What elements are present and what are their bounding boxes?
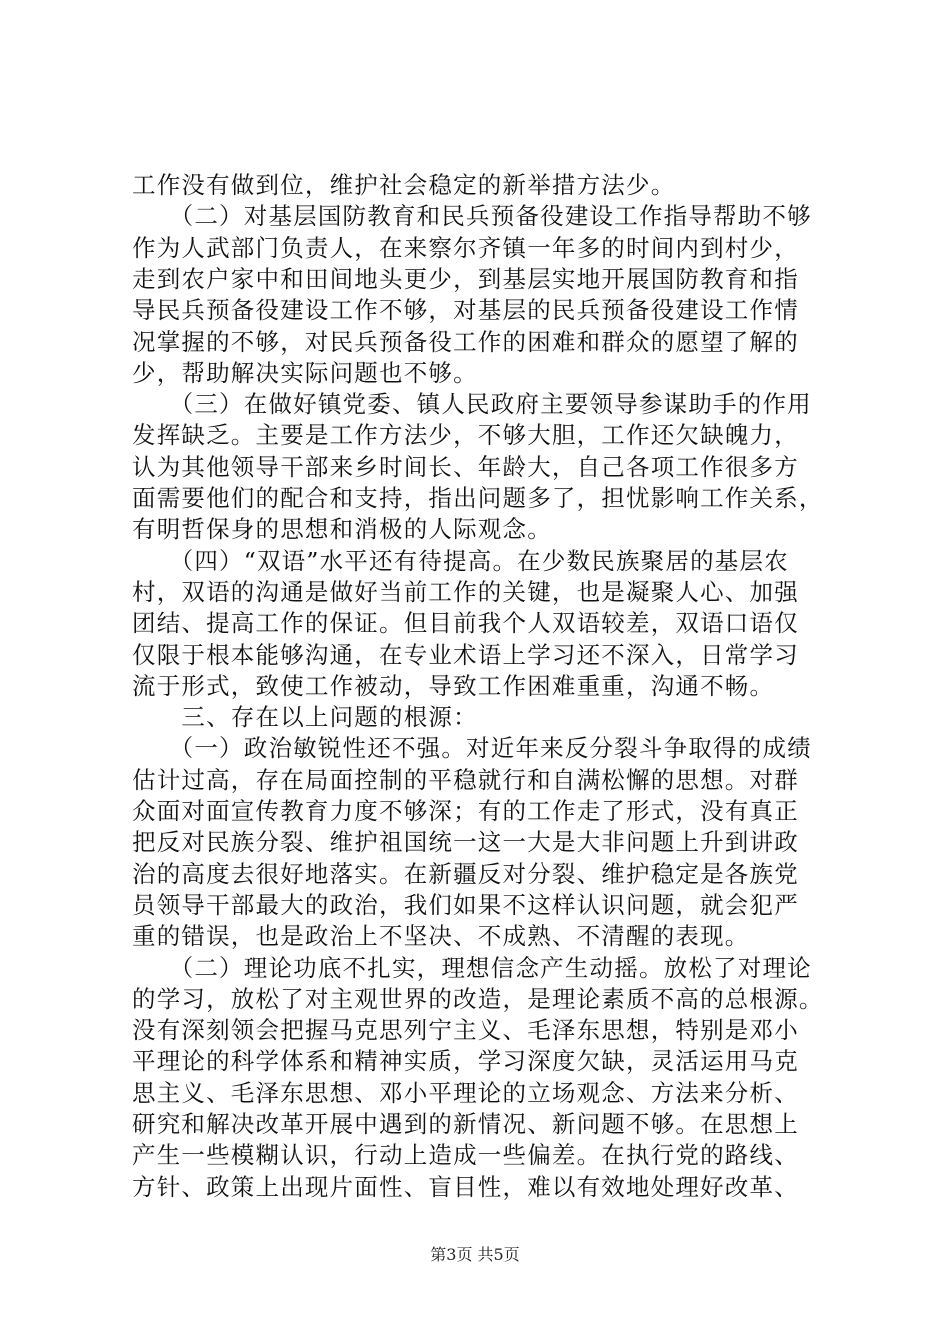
body-text-line: 面需要他们的配合和支持，指出问题多了，担忧影响工作关系， [132,484,824,512]
body-text-line: 村，双语的沟通是做好当前工作的关键，也是凝聚人心、加强 [132,577,799,606]
body-text-line: 团结、提高工作的保证。但目前我个人双语较差，双语口语仅 [132,609,799,638]
page-number: 第3页 共5页 [430,1245,520,1264]
body-text-line: 众面对面宣传教育力度不够深；有的工作走了形式，没有真正 [132,797,799,825]
body-text-line: （二）对基层国防教育和民兵预备役建设工作指导帮助不够 [132,202,812,231]
body-text-line: 况掌握的不够，对民兵预备役工作的困难和群众的愿望了解的 [132,327,799,356]
body-text-line: 流于形式，致使工作被动，导致工作困难重重，沟通不畅。 [132,671,775,700]
body-text-line: 思主义、毛泽东思想、邓小平理论的立场观念、方法来分析、 [132,1078,799,1107]
body-text-line: 没有深刻领会把握马克思列宁主义、毛泽东思想，特别是邓小 [132,1016,799,1045]
body-text-line: 方针、政策上出现片面性、盲目性，难以有效地处理好改革、 [132,1172,799,1201]
body-text-line: （三）在做好镇党委、镇人民政府主要领导参谋助手的作用 [132,390,812,419]
body-text-line: 估计过高，存在局面控制的平稳就行和自满松懈的思想。对群 [132,765,799,794]
section-heading: 三、存在以上问题的根源： [132,703,478,732]
body-text-line: （一）政治敏锐性还不强。对近年来反分裂斗争取得的成绩 [132,734,812,763]
body-text-line: 工作没有做到位，维护社会稳定的新举措方法少。 [132,171,676,199]
body-text-line: （四）“双语”水平还有待提高。在少数民族聚居的基层农 [132,546,789,575]
body-text-line: 仅限于根本能够沟通，在专业术语上学习还不深入，日常学习 [132,640,799,669]
body-text-line: 产生一些模糊认识，行动上造成一些偏差。在执行党的路线、 [132,1141,799,1170]
body-text-line: 走到农户家中和田间地头更少，到基层实地开展国防教育和指 [132,264,799,293]
body-text-line: 作为人武部门负责人，在来察尔齐镇一年多的时间内到村少， [132,233,799,262]
body-text-line: 员领导干部最大的政治，我们如果不这样认识问题，就会犯严 [132,890,799,919]
body-text-line: 的学习，放松了对主观世界的改造，是理论素质不高的总根源。 [132,984,824,1013]
body-text-line: 发挥缺乏。主要是工作方法少，不够大胆，工作还欠缺魄力， [132,421,799,450]
body-text-line: 治的高度去很好地落实。在新疆反对分裂、维护稳定是各族党 [132,859,799,888]
body-text-line: 导民兵预备役建设工作不够，对基层的民兵预备役建设工作情 [132,296,799,325]
body-text-line: 平理论的科学体系和精神实质，学习深度欠缺，灵活运用马克 [132,1047,799,1076]
body-text-line: 少，帮助解决实际问题也不够。 [132,358,478,387]
body-text-line: 把反对民族分裂、维护祖国统一这一大是大非问题上升到讲政 [132,828,799,857]
body-text-line: 重的错误，也是政治上不坚决、不成熟、不清醒的表现。 [132,922,750,951]
body-text-line: （二）理论功底不扎实，理想信念产生动摇。放松了对理论 [132,953,812,982]
body-text-line: 认为其他领导干部来乡时间长、年龄大，自己各项工作很多方 [132,452,799,481]
body-text-line: 研究和解决改革开展中遇到的新情况、新问题不够。在思想上 [132,1110,799,1138]
body-text-line: 有明哲保身的思想和消极的人际观念。 [132,515,552,544]
